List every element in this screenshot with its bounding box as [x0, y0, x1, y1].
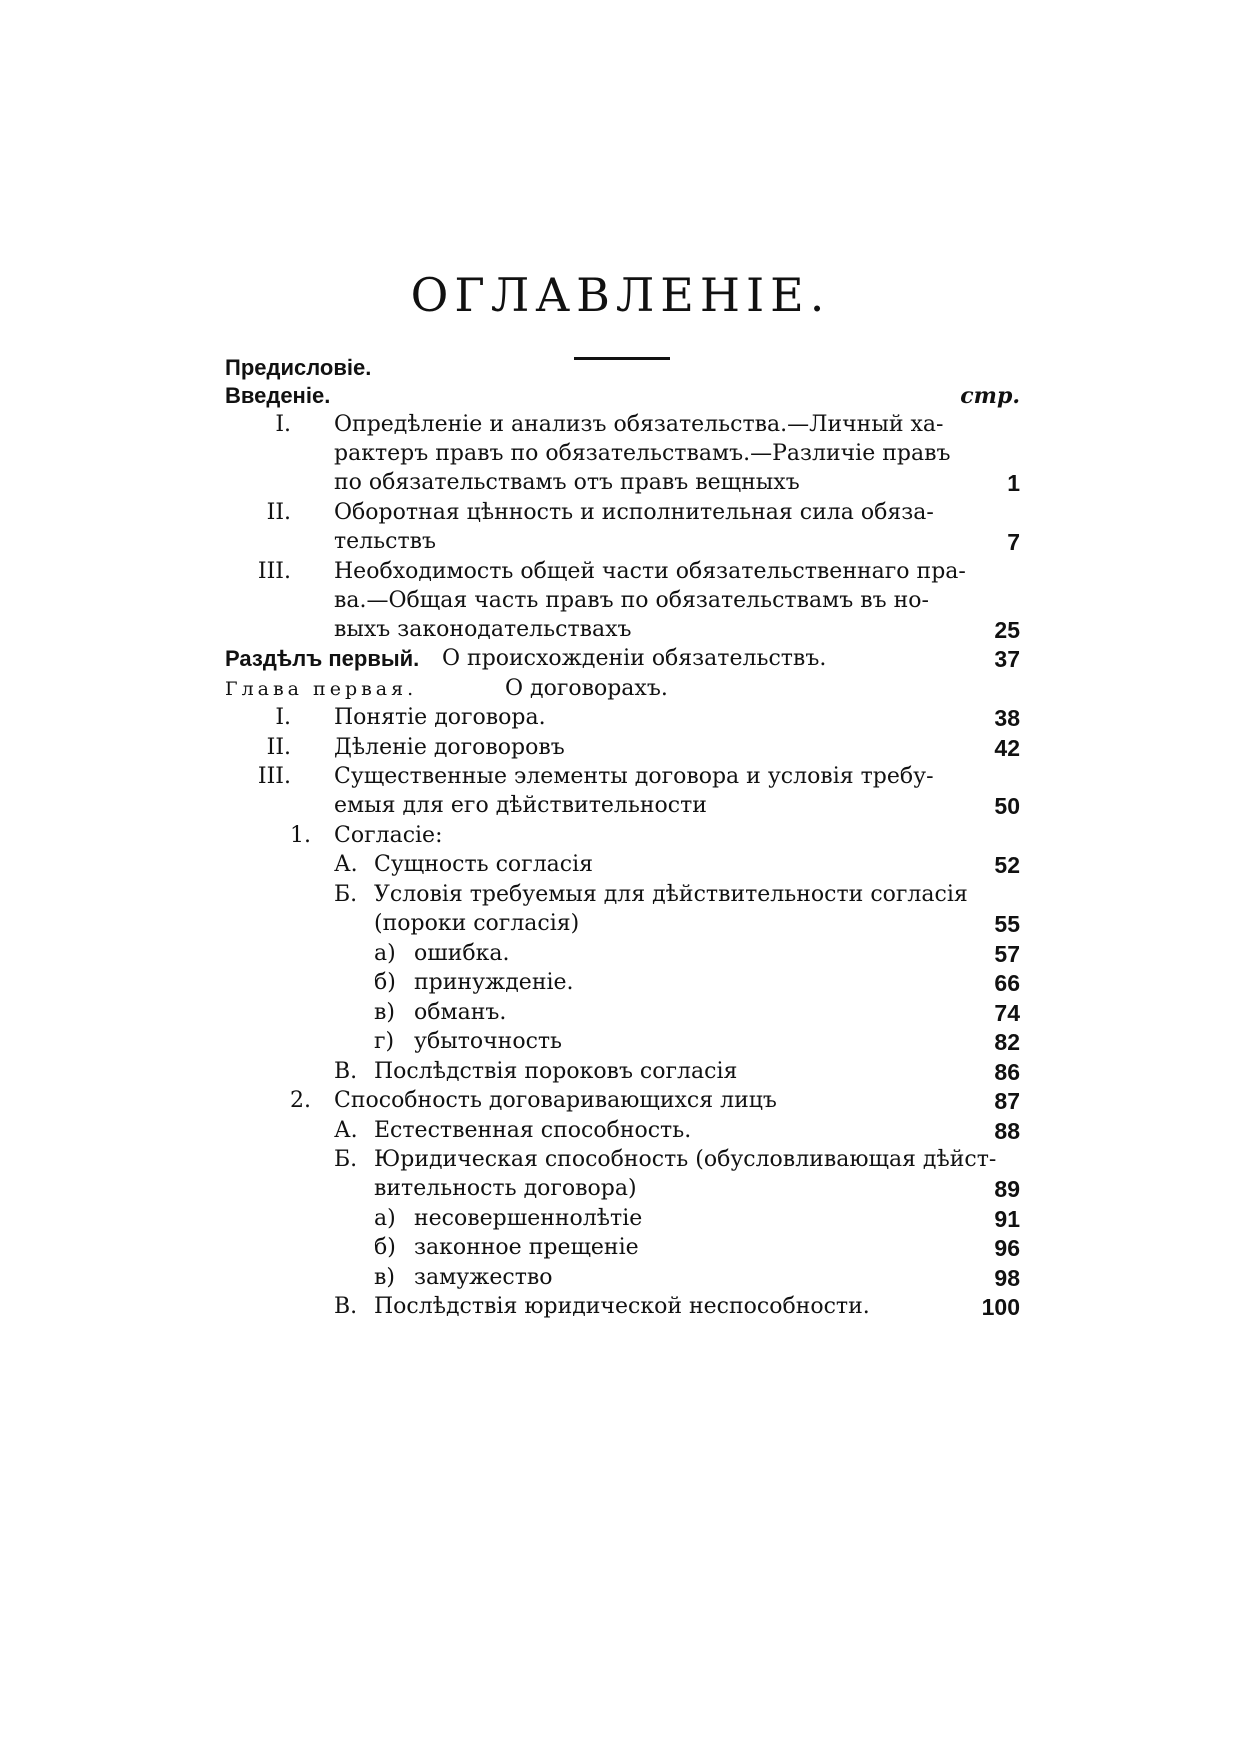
toc-page-number: 37 — [994, 646, 1020, 672]
toc-numeral: II. — [266, 735, 291, 760]
toc-page-number: 89 — [994, 1176, 1020, 1202]
toc-numeral: В. — [334, 1294, 358, 1319]
toc-row — [0, 438, 1241, 470]
toc-page-number: 66 — [994, 970, 1020, 996]
toc-row — [0, 467, 1241, 499]
toc-text: Послѣдствія пороковъ согласія — [374, 1059, 738, 1084]
toc-page-number: 38 — [994, 705, 1020, 731]
toc-row — [0, 1144, 1241, 1176]
toc-row — [0, 1026, 1241, 1058]
toc-row — [0, 997, 1241, 1029]
toc-numeral: А. — [334, 852, 358, 877]
toc-text: несовершеннолѣтіе — [414, 1206, 643, 1231]
chapter-title: О договорахъ. — [505, 676, 668, 701]
toc-page-number: 91 — [994, 1206, 1020, 1232]
toc-text: Необходимость общей части обязательственнаго пра- — [334, 559, 966, 584]
toc-page-number: 25 — [994, 617, 1020, 643]
toc-row — [0, 908, 1241, 940]
toc-row — [0, 1203, 1241, 1235]
toc-text: принужденіе. — [414, 970, 574, 995]
toc-text: выхъ законодательствахъ — [334, 617, 632, 642]
toc-page-number: 55 — [994, 911, 1020, 937]
toc-numeral: 2. — [290, 1088, 311, 1113]
toc-numeral: II. — [266, 500, 291, 525]
toc-text: Юридическая способность (обусловливающая дѣйст- — [374, 1147, 997, 1172]
toc-text: Естественная способность. — [374, 1118, 692, 1143]
toc-page-number: 7 — [1007, 529, 1020, 555]
toc-row — [0, 1262, 1241, 1294]
toc-row — [0, 1232, 1241, 1264]
toc-row — [0, 585, 1241, 617]
toc-text: тельствъ — [334, 529, 437, 554]
toc-page-number: 88 — [994, 1118, 1020, 1144]
toc-text: емыя для его дѣйствительности — [334, 793, 707, 818]
page-column-label: стр. — [960, 383, 1020, 409]
toc-text: ва.—Общая часть правъ по обязательствамъ въ но- — [334, 588, 929, 613]
toc-text: Способность договаривающихся лицъ — [334, 1088, 777, 1113]
toc-row — [0, 1173, 1241, 1205]
toc-text: рактеръ правъ по обязательствамъ.—Различіе правъ — [334, 441, 951, 466]
toc-numeral: Б. — [334, 1147, 358, 1172]
toc-page-number: 42 — [994, 735, 1020, 761]
toc-numeral: III. — [257, 764, 291, 789]
toc-numeral: а) — [374, 941, 396, 966]
page-title: ОГЛАВЛЕНІЕ. — [410, 268, 831, 322]
toc-row — [0, 849, 1241, 881]
toc-numeral: в) — [374, 1265, 395, 1290]
toc-page-number: 87 — [994, 1088, 1020, 1114]
toc-numeral: в) — [374, 1000, 395, 1025]
toc-numeral: I. — [275, 412, 291, 437]
toc-row-intro — [0, 380, 1241, 412]
toc-page-number: 86 — [994, 1059, 1020, 1085]
toc-text: вительность договора) — [374, 1176, 637, 1201]
toc-page-number: 1 — [1007, 470, 1020, 496]
toc-numeral: г) — [374, 1029, 395, 1054]
toc-text: Понятіе договора. — [334, 705, 546, 730]
section-title: О происхожденіи обязательствъ. — [442, 646, 827, 671]
toc-text: по обязательствамъ отъ правъ вещныхъ — [334, 470, 800, 495]
preface-heading: Предисловіе. — [225, 355, 372, 380]
toc-numeral: III. — [257, 559, 291, 584]
toc-row — [0, 614, 1241, 646]
toc-row — [0, 820, 1241, 852]
toc-text: Послѣдствія юридической неспособности. — [374, 1294, 870, 1319]
toc-row — [0, 967, 1241, 999]
toc-numeral: А. — [334, 1118, 358, 1143]
toc-text: Условія требуемыя для дѣйствительности согласія — [374, 882, 968, 907]
toc-row — [0, 1085, 1241, 1117]
chapter-heading: Глава первая. — [225, 678, 418, 700]
toc-text: законное прещеніе — [414, 1235, 639, 1260]
toc-row — [0, 556, 1241, 588]
toc-text: Опредѣленіе и анализъ обязательства.—Личный ха- — [334, 412, 944, 437]
toc-row — [0, 1291, 1241, 1323]
toc-page-number: 98 — [994, 1265, 1020, 1291]
toc-text: Существенные элементы договора и условія требу- — [334, 764, 934, 789]
toc-text: Согласіе: — [334, 823, 443, 848]
toc-row — [0, 732, 1241, 764]
toc-row — [0, 761, 1241, 793]
toc-text: Дѣленіе договоровъ — [334, 735, 565, 760]
toc-page-number: 96 — [994, 1235, 1020, 1261]
intro-heading: Введеніе. — [225, 383, 331, 408]
toc-numeral: б) — [374, 1235, 396, 1260]
toc-text: убыточность — [414, 1029, 563, 1054]
toc-numeral: а) — [374, 1206, 396, 1231]
toc-text: Оборотная цѣнность и исполнительная сила обяза- — [334, 500, 934, 525]
toc-row — [0, 879, 1241, 911]
section-heading: Раздѣлъ первый. — [225, 646, 420, 671]
toc-text: Сущность согласія — [374, 852, 594, 877]
toc-row — [0, 1056, 1241, 1088]
toc-text: ошибка. — [414, 941, 510, 966]
toc-text: замужество — [414, 1265, 553, 1290]
toc-numeral: В. — [334, 1059, 358, 1084]
toc-row — [0, 409, 1241, 441]
toc-page-number: 100 — [981, 1294, 1020, 1320]
toc-row — [0, 938, 1241, 970]
toc-row-section — [0, 643, 1241, 675]
toc-row-chapter — [0, 673, 1241, 705]
toc-row — [0, 702, 1241, 734]
toc-page-number: 74 — [994, 1000, 1020, 1026]
toc-text: (пороки согласія) — [374, 911, 580, 936]
toc-numeral: 1. — [290, 823, 311, 848]
toc-numeral: Б. — [334, 882, 358, 907]
toc-page-number: 57 — [994, 941, 1020, 967]
toc-row — [0, 790, 1241, 822]
toc-row — [0, 497, 1241, 529]
toc-numeral: б) — [374, 970, 396, 995]
toc-row — [0, 1115, 1241, 1147]
toc-text: обманъ. — [414, 1000, 507, 1025]
toc-page-number: 52 — [994, 852, 1020, 878]
toc-row — [0, 526, 1241, 558]
toc-page-number: 82 — [994, 1029, 1020, 1055]
toc-page-number: 50 — [994, 793, 1020, 819]
toc-numeral: I. — [275, 705, 291, 730]
